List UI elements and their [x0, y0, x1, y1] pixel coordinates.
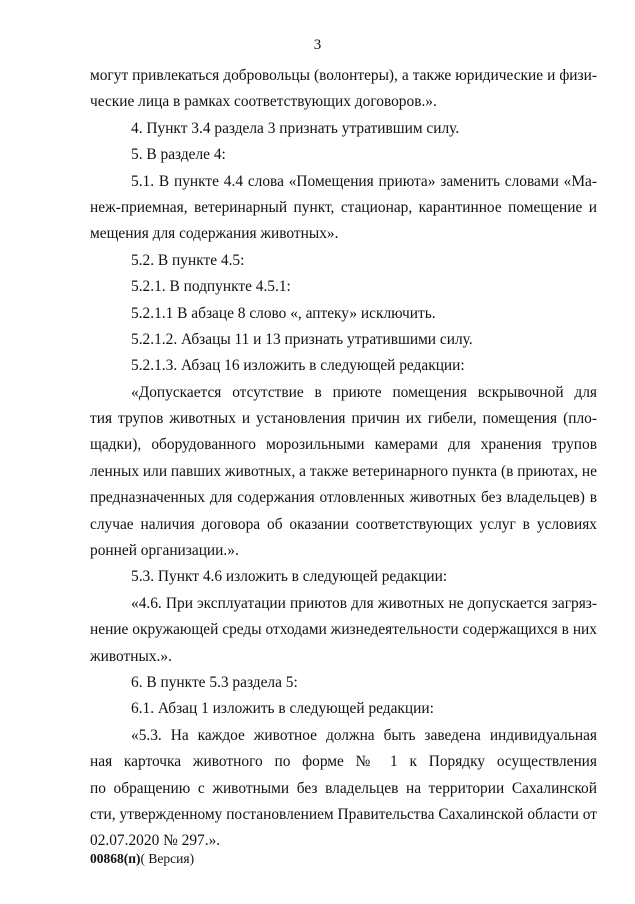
document-footer	[90, 851, 194, 867]
text-line: 4. Пункт 3.4 раздела 3 признать утратившим силу.	[131, 119, 460, 137]
text-line: 02.07.2020 № 297.».	[90, 832, 221, 850]
text-line: 5.2.1. В подпункте 4.5.1:	[131, 278, 291, 296]
text-line: ческие лица в рамках соответствующих договоров.».	[90, 93, 437, 111]
text-line: тия трупов животных и установления причин их гибели, помещения (пло-	[90, 410, 597, 428]
text-line: ронней организации.».	[90, 542, 239, 560]
text-line: 5.1. В пункте 4.4 слова «Помещения приюта» заменить словами «Ма-	[131, 172, 597, 190]
text-line: нение окружающей среды отходами жизнедеятельности содержащихся в них	[90, 621, 597, 639]
text-line: 5.2.1.2. Абзацы 11 и 13 признать утратившими силу.	[131, 330, 473, 348]
text-line: «Допускается отсутствие в приюте помещения вскрывочной для	[131, 383, 597, 401]
text-line: «4.6. При эксплуатации приютов для животных не допускается загряз-	[131, 594, 597, 612]
text-line: мещения для содержания животных».	[90, 225, 339, 243]
text-line: щадки), оборудованного морозильными камерами для хранения трупов	[90, 436, 597, 454]
text-line: ная карточка животного по форме № 1 к Порядку осуществления	[90, 753, 597, 771]
text-line: 6. В пункте 5.3 раздела 5:	[131, 673, 298, 691]
document-version: ( Версия)	[140, 851, 195, 866]
text-line: 5.2.1.3. Абзац 16 изложить в следующей редакции:	[131, 357, 465, 375]
text-line: ленных или павших животных, а также ветеринарного пункта (в приютах, не	[90, 462, 597, 480]
text-line: 6.1. Абзац 1 изложить в следующей редакции:	[131, 700, 434, 718]
text-line: сти, утвержденному постановлением Правительства Сахалинской области от	[90, 805, 597, 823]
page-number: 3	[313, 37, 322, 53]
text-line: 5.2. В пункте 4.5:	[131, 251, 245, 269]
text-line: неж-приемная, ветеринарный пункт, стационар, карантинное помещение и	[90, 198, 597, 216]
text-line: 5. В разделе 4:	[131, 146, 226, 164]
document-body	[90, 63, 597, 855]
text-line: случае наличия договора об оказании соответствующих услуг в условиях	[90, 515, 597, 533]
text-line: 5.2.1.1 В абзаце 8 слово «, аптеку» исключить.	[131, 304, 436, 322]
text-line: предназначенных для содержания отловленных животных без владельцев) в	[90, 489, 597, 507]
text-line: животных.».	[90, 647, 172, 665]
text-line: по обращению с животными без владельцев на территории Сахалинской	[90, 779, 597, 797]
text-line: могут привлекаться добровольцы (волонтеры), а также юридические и физи-	[90, 67, 597, 84]
text-line: 5.3. Пункт 4.6 изложить в следующей редакции:	[131, 568, 448, 586]
text-line: «5.3. На каждое животное должна быть заведена индивидуальная	[131, 726, 597, 744]
document-code: 00868(п)	[90, 851, 141, 866]
